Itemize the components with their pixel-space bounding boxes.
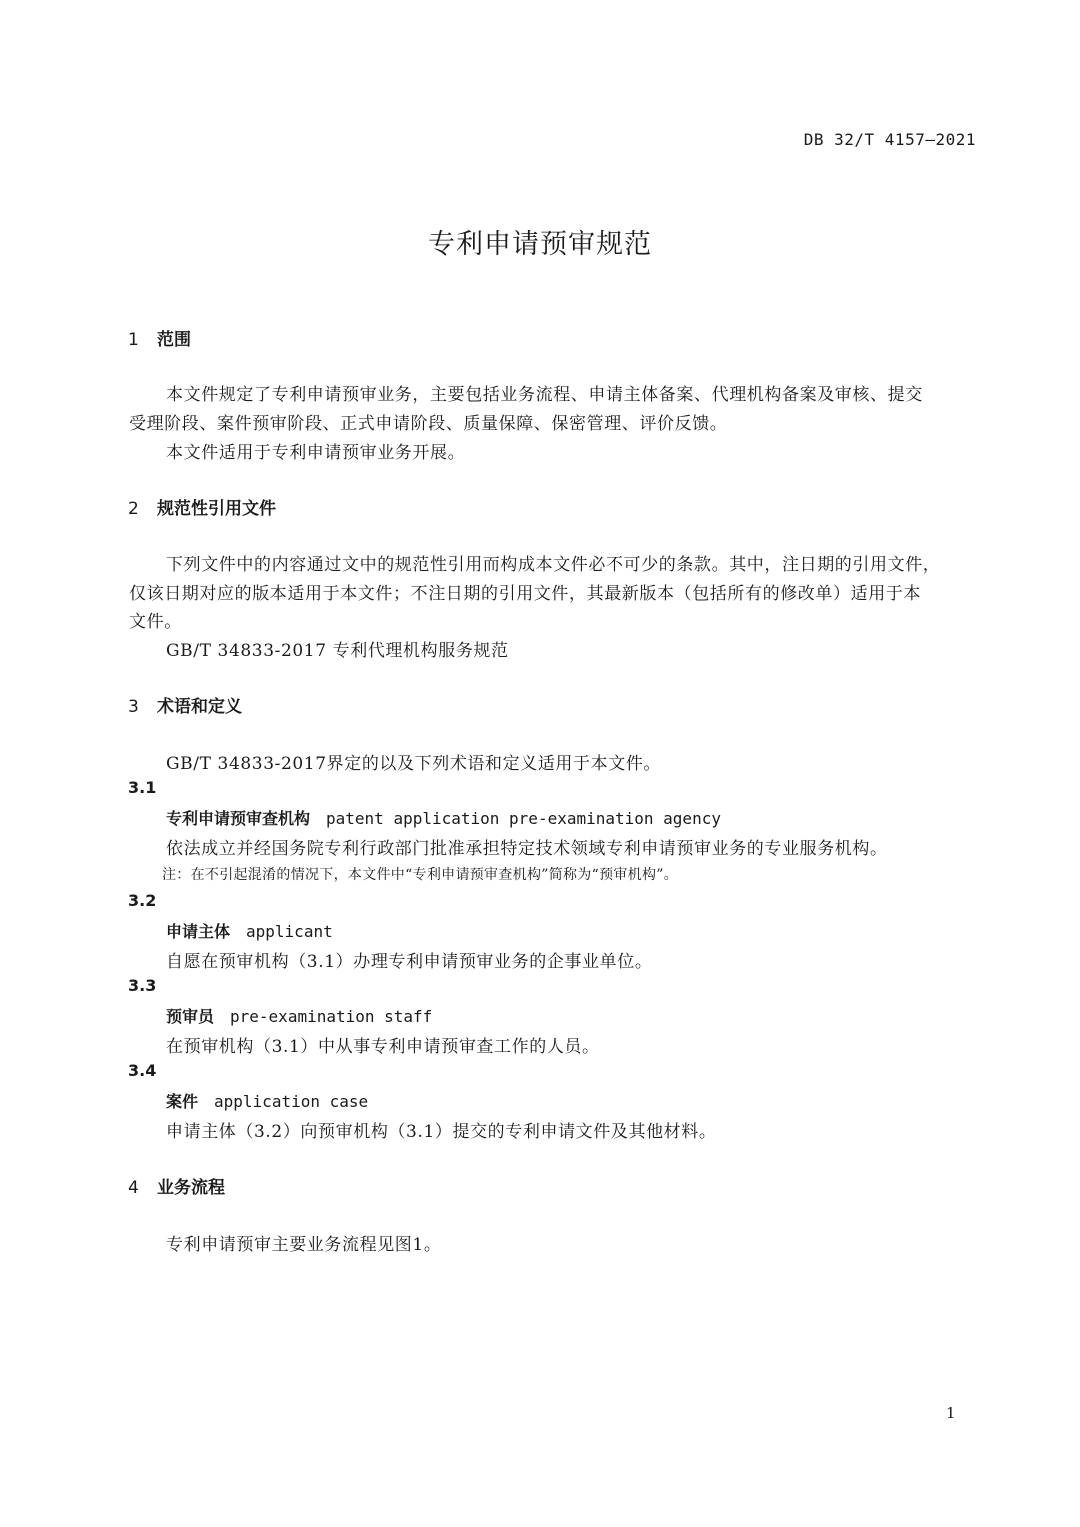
term-chinese: 专利申请预审查机构 [166, 809, 311, 828]
paragraph-line: 本文件规定了专利申请预审业务，主要包括业务流程、申请主体备案、代理机构备案及审核、提交 [166, 385, 923, 405]
document-number: DB 32/T 4157—2021 [803, 130, 976, 149]
paragraph-line: 受理阶段、案件预审阶段、正式申请阶段、质量保障、保密管理、评价反馈。 [129, 414, 728, 434]
term-number: 3.4 [128, 1061, 157, 1080]
paragraph-line: 下列文件中的内容通过文中的规范性引用而构成本文件必不可少的条款。其中，注日期的引用文件， [166, 555, 941, 575]
paragraph-line: 文件。 [129, 612, 182, 632]
term-english: pre-examination staff [230, 1007, 433, 1026]
document-title: 专利申请预审规范 [428, 229, 652, 260]
paragraph-line: 本文件适用于专利申请预审业务开展。 [166, 443, 466, 463]
term-chinese: 案件 [166, 1092, 199, 1111]
normative-reference: GB/T 34833-2017 专利代理机构服务规范 [166, 641, 509, 661]
term-english: applicant [246, 922, 333, 941]
section-number: 1 [128, 330, 139, 350]
section-number: 4 [128, 1178, 139, 1198]
term-entry [166, 806, 721, 829]
term-note: 注：在不引起混淆的情况下，本文件中“专利申请预审查机构”简称为“预审机构”。 [162, 867, 679, 883]
section-heading-2 [128, 494, 276, 519]
term-chinese: 预审员 [166, 1007, 215, 1026]
term-definition: 在预审机构（3.1）中从事专利申请预审查工作的人员。 [166, 1037, 600, 1057]
paragraph-line: 仅该日期对应的版本适用于本文件；不注日期的引用文件，其最新版本（包括所有的修改单）适用于本 [129, 584, 921, 604]
term-english: application case [214, 1092, 369, 1111]
section-heading-1 [128, 325, 191, 350]
term-number: 3.1 [128, 778, 157, 797]
section-heading-4 [128, 1173, 225, 1198]
term-definition: 申请主体（3.2）向预审机构（3.1）提交的专利申请文件及其他材料。 [166, 1122, 717, 1142]
section-number: 3 [128, 697, 139, 717]
paragraph-line: GB/T 34833-2017界定的以及下列术语和定义适用于本文件。 [166, 754, 662, 774]
section-title: 术语和定义 [157, 697, 242, 717]
section-title: 业务流程 [157, 1178, 225, 1198]
section-number: 2 [128, 499, 139, 519]
section-title: 范围 [157, 330, 191, 350]
term-entry [166, 1004, 432, 1027]
term-number: 3.2 [128, 891, 157, 910]
paragraph-line: 专利申请预审主要业务流程见图1。 [166, 1235, 442, 1255]
term-definition: 自愿在预审机构（3.1）办理专利申请预审业务的企事业单位。 [166, 952, 653, 972]
term-entry [166, 1089, 368, 1112]
page-number: 1 [946, 1404, 956, 1422]
term-definition: 依法成立并经国务院专利行政部门批准承担特定技术领域专利申请预审业务的专业服务机构。 [166, 839, 888, 859]
section-heading-3 [128, 692, 242, 717]
term-entry [166, 919, 333, 942]
term-number: 3.3 [128, 976, 157, 995]
section-title: 规范性引用文件 [157, 499, 276, 519]
term-english: patent application pre-examination agency [326, 809, 721, 828]
term-chinese: 申请主体 [166, 922, 231, 941]
